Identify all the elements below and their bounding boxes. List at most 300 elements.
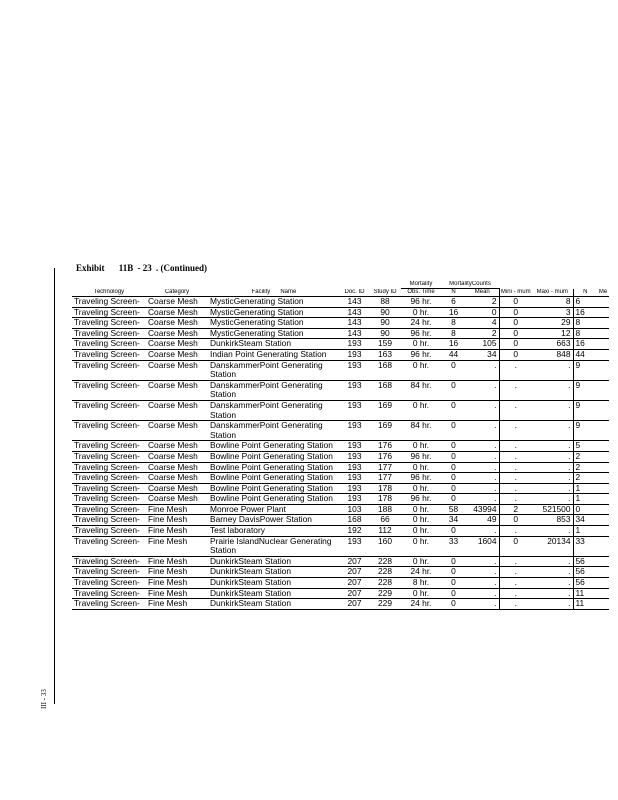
cell-maximum: 848	[532, 349, 573, 360]
table-row	[72, 380, 609, 400]
cell-technology: Traveling Screen-	[72, 504, 146, 515]
cell-study-id: 112	[369, 526, 401, 537]
cell-minimum: 0	[499, 339, 532, 350]
cell-doc-id: 207	[340, 588, 369, 599]
cell-n: 33	[441, 536, 466, 556]
cell-n2: 16	[573, 339, 597, 350]
cell-category: Coarse Mesh	[146, 349, 208, 360]
table-row	[72, 526, 609, 537]
cell-doc-id: 207	[340, 578, 369, 589]
cell-n2: 34	[573, 515, 597, 526]
cell-n2: 5	[573, 441, 597, 452]
cell-me	[597, 494, 609, 505]
cell-category: Fine Mesh	[146, 556, 208, 567]
cell-n: 0	[441, 400, 466, 420]
cell-facility: Indian Point Generating Station	[208, 349, 340, 360]
cell-category: Fine Mesh	[146, 536, 208, 556]
cell-minimum: .	[499, 451, 532, 462]
cell-n2: 56	[573, 556, 597, 567]
cell-doc-id: 193	[340, 400, 369, 420]
cell-n: 0	[441, 451, 466, 462]
table-row	[72, 494, 609, 505]
cell-study-id: 168	[369, 380, 401, 400]
cell-doc-id: 143	[340, 318, 369, 329]
cell-category: Coarse Mesh	[146, 380, 208, 400]
cell-category: Coarse Mesh	[146, 297, 208, 308]
cell-category: Coarse Mesh	[146, 483, 208, 494]
cell-obs-time: 0 hr.	[401, 441, 441, 452]
cell-maximum: .	[532, 360, 573, 380]
cell-doc-id: 193	[340, 441, 369, 452]
cell-facility: DunkirkSteam Station	[208, 599, 340, 610]
cell-n: 44	[441, 349, 466, 360]
cell-maximum: 521500	[532, 504, 573, 515]
cell-me	[597, 473, 609, 484]
cell-n: 0	[441, 556, 466, 567]
cell-facility: MysticGenerating Station	[208, 307, 340, 318]
cell-technology: Traveling Screen-	[72, 588, 146, 599]
cell-maximum: .	[532, 494, 573, 505]
cell-me	[597, 556, 609, 567]
cell-technology: Traveling Screen-	[72, 360, 146, 380]
cell-me	[597, 567, 609, 578]
table-row	[72, 504, 609, 515]
cell-technology: Traveling Screen-	[72, 473, 146, 484]
cell-minimum: .	[499, 360, 532, 380]
cell-category: Fine Mesh	[146, 599, 208, 610]
cell-technology: Traveling Screen-	[72, 578, 146, 589]
cell-facility: DanskammerPoint Generating Station	[208, 360, 340, 380]
cell-facility: DunkirkSteam Station	[208, 588, 340, 599]
cell-obs-time: 0 hr.	[401, 360, 441, 380]
exhibit-continued: . (Continued)	[156, 263, 208, 273]
header-obs-time: Obs. Time	[401, 289, 441, 297]
cell-mean: 43994	[466, 504, 499, 515]
table-row	[72, 307, 609, 318]
cell-minimum: .	[499, 599, 532, 610]
cell-minimum: .	[499, 494, 532, 505]
cell-maximum: .	[532, 400, 573, 420]
cell-mean: 34	[466, 349, 499, 360]
cell-category: Coarse Mesh	[146, 441, 208, 452]
cell-facility: Bowline Point Generating Station	[208, 494, 340, 505]
cell-me	[597, 318, 609, 329]
cell-me	[597, 297, 609, 308]
cell-study-id: 229	[369, 599, 401, 610]
cell-n: 0	[441, 567, 466, 578]
cell-me	[597, 515, 609, 526]
cell-study-id: 188	[369, 504, 401, 515]
cell-me	[597, 526, 609, 537]
cell-n: 8	[441, 318, 466, 329]
cell-doc-id: 143	[340, 328, 369, 339]
cell-n2: 0	[573, 504, 597, 515]
cell-mean: .	[466, 483, 499, 494]
cell-category: Coarse Mesh	[146, 462, 208, 473]
cell-maximum: .	[532, 380, 573, 400]
cell-technology: Traveling Screen-	[72, 328, 146, 339]
cell-technology: Traveling Screen-	[72, 451, 146, 462]
cell-category: Coarse Mesh	[146, 421, 208, 441]
cell-doc-id: 193	[340, 494, 369, 505]
table-row	[72, 400, 609, 420]
cell-obs-time: 0 hr.	[401, 462, 441, 473]
cell-n2: 11	[573, 588, 597, 599]
cell-mean: .	[466, 380, 499, 400]
cell-doc-id: 143	[340, 307, 369, 318]
table-row	[72, 462, 609, 473]
cell-n2: 33	[573, 536, 597, 556]
cell-minimum: 0	[499, 349, 532, 360]
cell-facility: MysticGenerating Station	[208, 328, 340, 339]
table-row	[72, 536, 609, 556]
cell-doc-id: 207	[340, 556, 369, 567]
header-name-label: Name	[280, 289, 297, 295]
cell-study-id: 66	[369, 515, 401, 526]
cell-n: 0	[441, 360, 466, 380]
header-category: Category	[146, 289, 208, 297]
cell-technology: Traveling Screen-	[72, 307, 146, 318]
cell-doc-id: 207	[340, 599, 369, 610]
cell-me	[597, 380, 609, 400]
cell-doc-id: 193	[340, 421, 369, 441]
cell-n2: 2	[573, 462, 597, 473]
cell-me	[597, 536, 609, 556]
cell-study-id: 88	[369, 297, 401, 308]
cell-obs-time: 0 hr.	[401, 536, 441, 556]
cell-maximum: 8	[532, 297, 573, 308]
cell-maximum: .	[532, 451, 573, 462]
cell-technology: Traveling Screen-	[72, 567, 146, 578]
cell-technology: Traveling Screen-	[72, 483, 146, 494]
cell-n2: 9	[573, 400, 597, 420]
cell-maximum: .	[532, 526, 573, 537]
cell-maximum: .	[532, 567, 573, 578]
table-row	[72, 578, 609, 589]
cell-n: 16	[441, 339, 466, 350]
cell-maximum: .	[532, 462, 573, 473]
cell-n2: 2	[573, 473, 597, 484]
cell-mean: 0	[466, 307, 499, 318]
cell-category: Coarse Mesh	[146, 360, 208, 380]
cell-category: Coarse Mesh	[146, 318, 208, 329]
cell-technology: Traveling Screen-	[72, 349, 146, 360]
cell-me	[597, 421, 609, 441]
cell-mean: .	[466, 451, 499, 462]
cell-mean: .	[466, 421, 499, 441]
cell-n2: 9	[573, 421, 597, 441]
cell-category: Fine Mesh	[146, 526, 208, 537]
cell-technology: Traveling Screen-	[72, 297, 146, 308]
cell-n2: 9	[573, 380, 597, 400]
cell-n: 58	[441, 504, 466, 515]
cell-maximum: .	[532, 421, 573, 441]
cell-maximum: 29	[532, 318, 573, 329]
cell-minimum: 0	[499, 328, 532, 339]
cell-study-id: 168	[369, 360, 401, 380]
table-row	[72, 339, 609, 350]
cell-doc-id: 168	[340, 515, 369, 526]
cell-minimum: 2	[499, 504, 532, 515]
cell-obs-time: 96 hr.	[401, 494, 441, 505]
cell-n2: 1	[573, 526, 597, 537]
cell-study-id: 178	[369, 483, 401, 494]
cell-me	[597, 349, 609, 360]
cell-minimum: .	[499, 462, 532, 473]
cell-minimum: .	[499, 483, 532, 494]
cell-maximum: 853	[532, 515, 573, 526]
cell-study-id: 159	[369, 339, 401, 350]
cell-n: 0	[441, 483, 466, 494]
cell-study-id: 177	[369, 462, 401, 473]
cell-obs-time: 0 hr.	[401, 556, 441, 567]
cell-facility: Bowline Point Generating Station	[208, 441, 340, 452]
cell-me	[597, 339, 609, 350]
cell-n2: 56	[573, 567, 597, 578]
cell-minimum: .	[499, 421, 532, 441]
cell-category: Coarse Mesh	[146, 328, 208, 339]
cell-minimum: .	[499, 556, 532, 567]
cell-category: Coarse Mesh	[146, 307, 208, 318]
cell-study-id: 228	[369, 556, 401, 567]
cell-technology: Traveling Screen-	[72, 380, 146, 400]
cell-mean: .	[466, 441, 499, 452]
cell-doc-id: 193	[340, 380, 369, 400]
cell-facility: DanskammerPoint Generating Station	[208, 421, 340, 441]
cell-study-id: 177	[369, 473, 401, 484]
cell-n2: 44	[573, 349, 597, 360]
table-row	[72, 360, 609, 380]
cell-doc-id: 193	[340, 536, 369, 556]
cell-facility: DunkirkSteam Station	[208, 339, 340, 350]
cell-doc-id: 193	[340, 473, 369, 484]
cell-me	[597, 578, 609, 589]
cell-n2: 56	[573, 578, 597, 589]
table-row	[72, 297, 609, 308]
cell-obs-time: 96 hr.	[401, 349, 441, 360]
table-body	[72, 281, 609, 609]
cell-obs-time: 0 hr.	[401, 515, 441, 526]
cell-n: 0	[441, 578, 466, 589]
cell-me	[597, 400, 609, 420]
header-counts-group: MortalityCounts	[441, 281, 499, 289]
cell-obs-time: 24 hr.	[401, 567, 441, 578]
cell-maximum: 3	[532, 307, 573, 318]
cell-study-id: 178	[369, 494, 401, 505]
cell-obs-time: 0 hr.	[401, 526, 441, 537]
cell-study-id: 228	[369, 567, 401, 578]
cell-maximum: 663	[532, 339, 573, 350]
cell-n: 0	[441, 526, 466, 537]
cell-category: Fine Mesh	[146, 588, 208, 599]
cell-doc-id: 143	[340, 297, 369, 308]
cell-mean: .	[466, 567, 499, 578]
cell-facility: DunkirkSteam Station	[208, 556, 340, 567]
cell-technology: Traveling Screen-	[72, 515, 146, 526]
cell-maximum: .	[532, 556, 573, 567]
cell-technology: Traveling Screen-	[72, 494, 146, 505]
cell-n: 0	[441, 421, 466, 441]
cell-n2: 11	[573, 599, 597, 610]
cell-minimum: .	[499, 380, 532, 400]
cell-doc-id: 193	[340, 462, 369, 473]
cell-minimum: .	[499, 578, 532, 589]
cell-me	[597, 360, 609, 380]
header-minimum: Mini - mum	[500, 289, 531, 295]
header-mortality-group: Mortality	[401, 281, 441, 289]
cell-minimum: 0	[499, 515, 532, 526]
cell-maximum: .	[532, 483, 573, 494]
cell-obs-time: 24 hr.	[401, 599, 441, 610]
cell-n2: 1	[573, 483, 597, 494]
table-row	[72, 556, 609, 567]
cell-category: Fine Mesh	[146, 515, 208, 526]
table-row	[72, 588, 609, 599]
cell-maximum: .	[532, 588, 573, 599]
cell-mean: 4	[466, 318, 499, 329]
header-group-row	[72, 281, 609, 289]
cell-me	[597, 588, 609, 599]
cell-category: Coarse Mesh	[146, 400, 208, 420]
cell-n2: 6	[573, 297, 597, 308]
cell-minimum: 0	[499, 307, 532, 318]
cell-facility: Bowline Point Generating Station	[208, 473, 340, 484]
cell-technology: Traveling Screen-	[72, 556, 146, 567]
table-row	[72, 318, 609, 329]
cell-maximum: .	[532, 441, 573, 452]
cell-me	[597, 451, 609, 462]
cell-minimum: .	[499, 473, 532, 484]
cell-n2: 9	[573, 360, 597, 380]
cell-n: 0	[441, 588, 466, 599]
header-mean: Mean	[466, 289, 499, 297]
cell-mean: .	[466, 556, 499, 567]
cell-obs-time: 0 hr.	[401, 339, 441, 350]
cell-study-id: 90	[369, 318, 401, 329]
cell-mean: 49	[466, 515, 499, 526]
cell-me	[597, 483, 609, 494]
table-row	[72, 567, 609, 578]
cell-facility: DunkirkSteam Station	[208, 578, 340, 589]
header-me: Me	[598, 289, 608, 295]
cell-maximum: .	[532, 578, 573, 589]
cell-n2: 1	[573, 494, 597, 505]
cell-facility: Bowline Point Generating Station	[208, 483, 340, 494]
cell-study-id: 228	[369, 578, 401, 589]
cell-study-id: 176	[369, 451, 401, 462]
cell-doc-id: 193	[340, 483, 369, 494]
table-row	[72, 483, 609, 494]
cell-n: 0	[441, 462, 466, 473]
cell-study-id: 90	[369, 328, 401, 339]
cell-doc-id: 193	[340, 339, 369, 350]
cell-minimum: 0	[499, 297, 532, 308]
cell-mean: 2	[466, 297, 499, 308]
header-facility	[208, 289, 340, 297]
cell-facility: DunkirkSteam Station	[208, 567, 340, 578]
page-number: III - 33	[40, 689, 48, 709]
cell-n: 0	[441, 494, 466, 505]
cell-me	[597, 441, 609, 452]
cell-n: 0	[441, 380, 466, 400]
cell-technology: Traveling Screen-	[72, 421, 146, 441]
cell-obs-time: 0 hr.	[401, 504, 441, 515]
cell-technology: Traveling Screen-	[72, 400, 146, 420]
margin-rule	[54, 268, 55, 704]
table-row	[72, 473, 609, 484]
cell-category: Fine Mesh	[146, 578, 208, 589]
cell-n2: 2	[573, 451, 597, 462]
cell-n: 34	[441, 515, 466, 526]
table-row	[72, 349, 609, 360]
cell-facility: Prairie IslandNuclear Generating Station	[208, 536, 340, 556]
header-doc-id: Doc. ID	[340, 289, 369, 297]
header-n: N	[441, 289, 466, 297]
cell-study-id: 160	[369, 536, 401, 556]
cell-obs-time: 8 hr.	[401, 578, 441, 589]
cell-obs-time: 96 hr.	[401, 451, 441, 462]
cell-facility: Monroe Power Plant	[208, 504, 340, 515]
cell-n: 8	[441, 328, 466, 339]
cell-mean: .	[466, 473, 499, 484]
cell-study-id: 163	[369, 349, 401, 360]
cell-facility: DanskammerPoint Generating Station	[208, 400, 340, 420]
cell-technology: Traveling Screen-	[72, 599, 146, 610]
table-row	[72, 441, 609, 452]
table-row	[72, 421, 609, 441]
cell-n: 16	[441, 307, 466, 318]
cell-category: Coarse Mesh	[146, 473, 208, 484]
cell-me	[597, 462, 609, 473]
cell-category: Fine Mesh	[146, 567, 208, 578]
cell-category: Coarse Mesh	[146, 494, 208, 505]
cell-n2: 8	[573, 328, 597, 339]
cell-technology: Traveling Screen-	[72, 339, 146, 350]
cell-minimum: .	[499, 588, 532, 599]
exhibit-number: 11B	[118, 263, 134, 273]
cell-minimum: 0	[499, 536, 532, 556]
cell-study-id: 176	[369, 441, 401, 452]
exhibit-label: Exhibit	[76, 263, 105, 273]
cell-obs-time: 0 hr.	[401, 307, 441, 318]
cell-n: 6	[441, 297, 466, 308]
cell-mean: .	[466, 599, 499, 610]
cell-doc-id: 192	[340, 526, 369, 537]
cell-mean: .	[466, 526, 499, 537]
cell-n: 0	[441, 599, 466, 610]
table-row	[72, 515, 609, 526]
cell-n2: 16	[573, 307, 597, 318]
exhibit-title	[76, 263, 219, 273]
cell-maximum: 12	[532, 328, 573, 339]
cell-facility: Bowline Point Generating Station	[208, 462, 340, 473]
table-row	[72, 451, 609, 462]
cell-technology: Traveling Screen-	[72, 462, 146, 473]
cell-obs-time: 96 hr.	[401, 473, 441, 484]
header-technology: Technology	[72, 289, 146, 297]
cell-category: Fine Mesh	[146, 504, 208, 515]
cell-me	[597, 328, 609, 339]
cell-facility: Barney DavisPower Station	[208, 515, 340, 526]
cell-obs-time: 0 hr.	[401, 400, 441, 420]
cell-me	[597, 307, 609, 318]
cell-maximum: .	[532, 599, 573, 610]
data-table	[72, 281, 609, 610]
cell-minimum: .	[499, 441, 532, 452]
header-n2: N	[573, 289, 597, 297]
cell-technology: Traveling Screen-	[72, 536, 146, 556]
cell-technology: Traveling Screen-	[72, 318, 146, 329]
